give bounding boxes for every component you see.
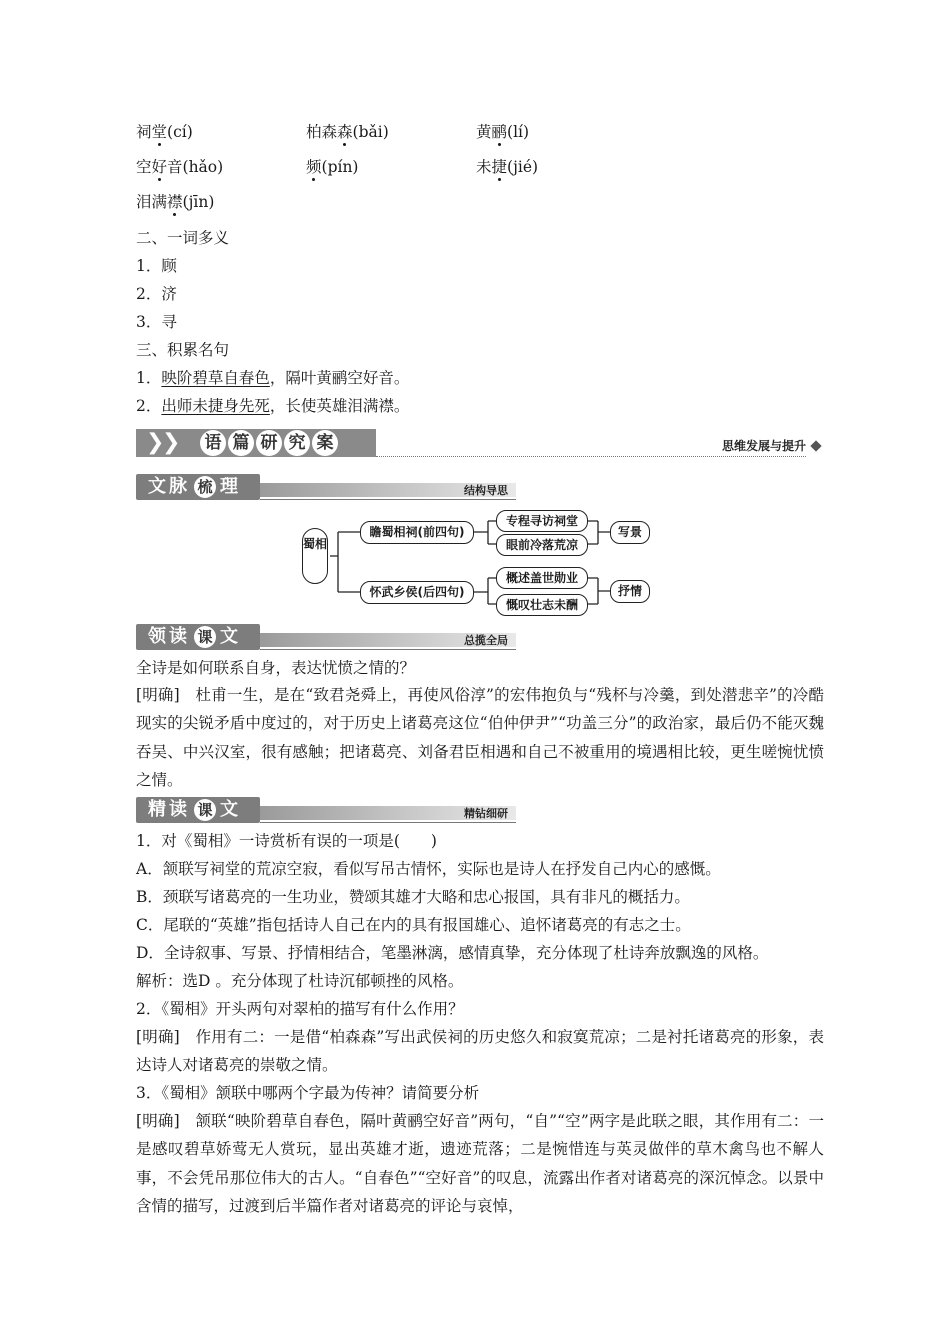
chevron-icon: ❯ — [146, 430, 165, 455]
quote-line: 2．出师未捷身先死，长使英雄泪满襟。 — [136, 397, 410, 415]
question-2: 2．《蜀相》开头两句对翠柏的描写有什么作用？ — [136, 1000, 464, 1018]
option-a: A．颔联写祠堂的荒凉空寂，看似写吊古情怀，实际也是诗人在抒发自己内心的感慨。 — [136, 860, 721, 878]
option-d: D．全诗叙事、写景、抒情相结合，笔墨淋漓，感情真挚，充分体现了杜诗奔放飘逸的风格。 — [136, 944, 769, 962]
question-1: 1．对《蜀相》一诗赏析有误的一项是( ) — [136, 832, 437, 850]
lead-answer: [明确] 杜甫一生，是在“致君尧舜上，再使风俗淳”的宏伟抱负与“残杯与冷羹，到处潜悲辛”的冷酷现实的尖锐矛盾中度过的，对于历史上诸葛亮这位“伯仲伊尹”“功盖三分”的政治家，最后仍不能灭魏吞吴、中兴汉室，很有感触；把诸葛亮、刘备君臣相遇和自己不被重用的境遇相比较，更生嗟惋忧愤之情。 — [136, 686, 824, 790]
pinyin-item: 未捷(jié) — [476, 158, 539, 176]
pinyin-item: 黄鹂(lí) — [476, 123, 530, 141]
option-b: B．颈联写诸葛亮的一生功业，赞颂其雄才大略和忠心报国，具有非凡的概括力。 — [136, 888, 690, 906]
polysemy-item: 1．顾 — [136, 257, 177, 275]
section-heading: 二、一词多义 — [136, 229, 230, 247]
quote-line: 1．映阶碧草自春色，隔叶黄鹂空好音。 — [136, 369, 410, 387]
chevron-icon: ❯ — [162, 430, 181, 455]
banner-title: 语 篇 研 究 案 — [200, 430, 338, 456]
subheading-lead-reading: 领读 课 文 总揽全局 — [136, 624, 516, 650]
lead-question: 全诗是如何联系自身，表达忧愤之情的？ — [136, 659, 416, 677]
subheading-tag: 总揽全局 — [464, 634, 508, 647]
pinyin-item: 祠堂(cí) — [136, 123, 193, 141]
pinyin-item: 空好音(hǎo) — [136, 158, 224, 176]
banner-subtitle: 思维发展与提升 — [721, 439, 806, 453]
polysemy-item: 2．济 — [136, 285, 177, 303]
diagram-output: 抒情 — [610, 580, 650, 603]
section-heading: 三、积累名句 — [136, 341, 230, 359]
diagram-leaf: 概述盖世勋业 — [496, 567, 588, 589]
diamond-icon — [810, 440, 821, 451]
pinyin-item: 泪满襟(jīn) — [136, 193, 215, 211]
banner-rule — [376, 456, 806, 457]
pinyin-item: 频(pín) — [306, 158, 359, 176]
answer-2: [明确] 作用有二：一是借“柏森森”写出武侯祠的历史悠久和寂寞荒凉；二是衬托诸葛亮的形象，表达诗人对诸葛亮的崇敬之情。 — [136, 1028, 824, 1075]
section-banner — [136, 427, 820, 459]
diagram-leaf: 慨叹壮志未酬 — [496, 594, 588, 616]
subheading-structure: 文脉 梳 理 结构导思 — [136, 474, 516, 500]
structure-diagram — [290, 508, 670, 620]
pinyin-item: 柏森森(bǎi) — [306, 123, 389, 141]
diagram-leaf: 专程寻访祠堂 — [496, 510, 588, 532]
fill-blank: 出师未捷身先死 — [161, 397, 270, 415]
diagram-root: 蜀相 — [302, 528, 328, 584]
fill-blank: 映阶碧草自春色 — [161, 369, 270, 387]
subheading-tag: 结构导思 — [464, 484, 508, 497]
answer-3: [明确] 颔联“映阶碧草自春色，隔叶黄鹂空好音”两句，“自”“空”两字是此联之眼，其作用有二：一是感叹碧草娇莺无人赏玩，显出英雄才逝，遗迹荒落；二是惋惜连与英灵做伴的草木禽鸟也不解人事，不会凭吊那位伟大的古人。“自春色”“空好音”的叹息，流露出作者对诸葛亮的深沉悼念。以景中含情的描写，过渡到后半篇作者对诸葛亮的评论与哀悼， — [136, 1112, 824, 1216]
diagram-output: 写景 — [610, 521, 650, 544]
analysis: 解析：选D 。充分体现了杜诗沉郁顿挫的风格。 — [136, 972, 464, 990]
question-3: 3．《蜀相》颔联中哪两个字最为传神？请简要分析 — [136, 1084, 480, 1102]
diagram-leaf: 眼前冷落荒凉 — [496, 534, 588, 556]
diagram-branch: 怀武乡侯(后四句) — [360, 581, 474, 604]
option-c: C．尾联的“英雄”指包括诗人自己在内的具有报国雄心、追怀诸葛亮的有志之士。 — [136, 916, 691, 934]
polysemy-item: 3．寻 — [136, 313, 177, 331]
subheading-tag: 精钻细研 — [464, 807, 508, 820]
subheading-close-reading: 精读 课 文 精钻细研 — [136, 797, 516, 823]
diagram-branch: 瞻蜀相祠(前四句) — [360, 521, 474, 544]
